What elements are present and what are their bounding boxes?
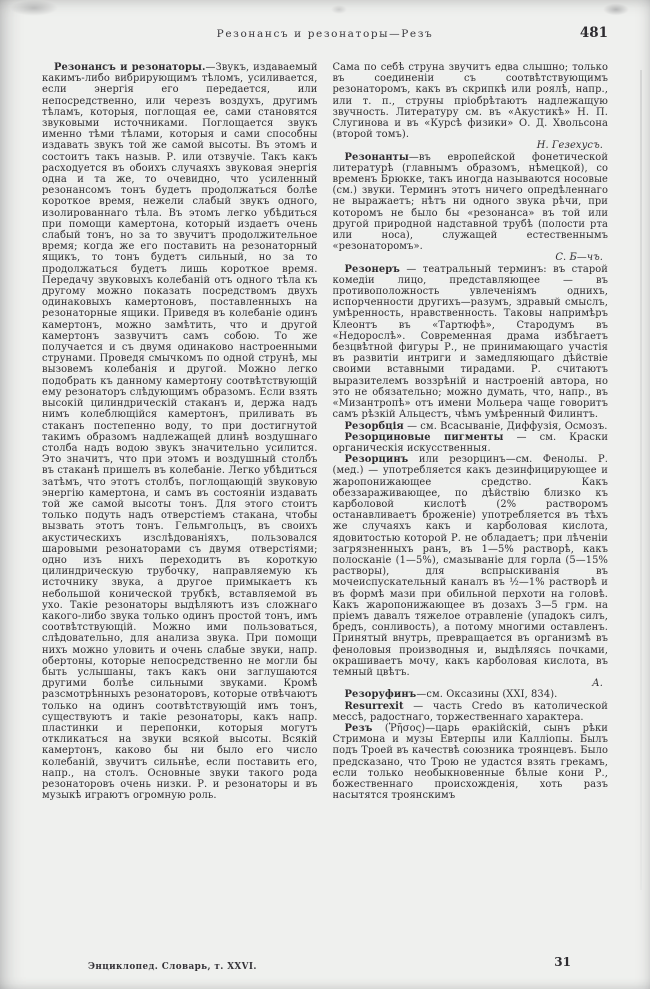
encyclopedia-entry (333, 432, 609, 454)
left-column (42, 62, 318, 953)
page-header (42, 25, 608, 41)
scan-scratch-icon (640, 70, 642, 890)
encyclopedia-entry (333, 421, 609, 432)
entry-signature: С. Б—чъ. (555, 252, 603, 264)
entry-term: Резъ (344, 722, 373, 734)
entry-text: — см. Краски органическія искусственныя. (332, 431, 608, 454)
entry-text: —въ европейской фонетической литературѣ (главнымъ образомъ, нѣмецкой), со временъ Брюкке, такъ иногда называются носовые (см.) звуки. Терминъ этотъ ничего опредѣленнаго не выражаетъ; нѣтъ ни одного звука рѣчи, при которомъ не было бы «резонанса» въ той или другой природной надставной трубѣ (полости рта или носа), служащей естественнымъ «резонаторомъ». (332, 151, 608, 253)
entry-term: Резорциновые пигменты (344, 431, 504, 443)
entry-text: — см. Всасываніе, Диффузія, Осмозъ. (403, 420, 608, 432)
encyclopedia-entry (333, 454, 609, 689)
encyclopedia-entry (333, 264, 609, 421)
encyclopedia-entry (333, 689, 609, 700)
entry-text: Сама по себѣ струна звучитъ едва слышно; только въ соединеніи съ соотвѣтствующимъ резонаторомъ, какъ въ скрипкѣ или роялѣ, напр., или т. п., струны пріобрѣтаютъ надлежащую звучность. Литературу см. въ «Акустикѣ» Н. П. Слугинова и въ «Курсѣ физики» О. Д. Хвольсона (второй томъ). (332, 62, 608, 141)
entry-text: — театральный терминъ: въ старой комедіи лицо, представляющее — въ противоположность увлеченіямъ однихъ, испорченности другихъ—разумъ, здравый смыслъ, умѣренность, нравственность. Таковы напримѣръ Клеонтъ въ «Тартюфѣ», Стародумъ въ «Недорослѣ». Современная драма избѣгаетъ безцвѣтной фигуры Р., не принимающаго участія въ развитіи интриги и замедляющаго дѣйствіе своими вставными тирадами. Р. считаютъ выразителемъ воззрѣній и настроеній автора, но это не обязательно; можно думать, что, напр., въ «Мизантропѣ» отъ имени Мольера чаще говоритъ самъ рѣзкій Альцестъ, чѣмъ умѣренный Филинтъ. (332, 263, 608, 421)
entry-text: (Ῥῆσος)—царь ѳракійскій, сынъ рѣки Стримона и музы Евтерпы или Калліопы. Былъ подъ Троей въ качествѣ союзника троянцевъ. Было предсказано, что Трою не удастся взять грекамъ, если только необыкновенные бѣлые кони Р., божественнаго происхожденія, хоть разъ насытятся троянскимъ (332, 722, 608, 802)
entry-term: Резонеръ (344, 263, 400, 275)
entry-term: Резорбція (344, 420, 404, 432)
entry-text: — часть Credo въ католической мессѣ, радостнаго, торжественнаго характера. (332, 700, 608, 723)
scan-speck-icon (602, 3, 630, 16)
entry-term: Резоруфинъ (344, 689, 417, 701)
right-column (333, 62, 609, 953)
entry-text: или резорцинъ—см. Фенолы. Р. (мед.) — употребляется какъ дезинфицирующее и жаропонижающее средство. Какъ обеззараживающее, по дѣйствію близко къ карболовой кислотѣ (2% растворомъ останавливаетъ броженіе) употребляется въ тѣхъ же случаяхъ какъ и карболовая кислота, ядовитостью которой Р. не обладаетъ; при лѣченіи загрязненныхъ ранъ, въ 1—5% растворѣ, какъ полосканіе (1—5%), смазываніе для горла (5—15% растворы), для вспрыскиванія въ мочеиспускательный каналъ въ ½—1% растворѣ и въ формѣ мази при обильной перхоти на головѣ. Какъ жаропонижающее въ дозахъ 3—5 грм. на пріемъ давалъ тяжелое отравленіе (упадокъ силъ, бредъ, сонливость), а потому многими оставленъ. Принятый внутрь, превращается въ организмѣ въ феноловыя производныя и, выдѣляясь почками, окрашиваетъ мочу, какъ карболовая кислота, въ темный цвѣтъ. (332, 454, 608, 678)
page-number: 481 (579, 25, 608, 41)
encyclopedia-entry (333, 723, 609, 801)
scan-smudge-icon (10, 0, 58, 16)
entry-term: Резонанты (344, 151, 409, 163)
entry-term: Резонансъ и резонаторы. (54, 62, 206, 73)
footer-imprint: Энциклопед. Словарь, т. XXVI. (88, 962, 257, 972)
entry-text: —Звукъ, издаваемый какимъ-либо вибрирующимъ тѣломъ, усиливается, если энергія его передается, или непосредственно, или черезъ воздухъ, другимъ тѣламъ, которыя, поглощая ее, сами становятся звуковыми источниками. Поглощается звукъ именно тѣми тѣлами, которыя и сами способны издавать звукъ той же самой высоты. Въ этомъ и состоитъ такъ назыв. Р. или отзвучіе. Такъ какъ расходуется въ обоихъ случаяхъ звуковая энергія одна и та же, то очевидно, что усиленный резонансомъ тонъ будетъ продолжаться болѣе короткое время, нежели слабый звукъ одного, изолированнаго тѣла. Въ этомъ легко убѣдиться при помощи камертона, который издаетъ очень слабый тонъ, но за то звучитъ продолжительное время; когда же его поставить на резонаторный ящикъ, то тонъ будетъ сильный, но за то продолжаться будетъ лишь короткое время. Передачу звуковыхъ колебаній отъ одного тѣла къ другому можно показать посредствомъ двухъ одинаковыхъ камертоновъ, поставленныхъ на резонаторные ящики. Приведя въ колебаніе одинъ камертонъ, можно замѣтить, что и другой камертонъ зазвучитъ самъ собою. То же получается и съ двумя одинаково настроенными струнами. Проведя смычкомъ по одной струнѣ, мы вызовемъ колебанія и другой. Можно легко подобрать къ данному камертону соотвѣтствующій ему резонаторъ слѣдующимъ образомъ. Если взять высокій цилиндрическій стаканъ и, держа надъ нимъ колеблющійся камертонъ, приливать въ стаканъ постепенно воду, то при достигнутой такимъ образомъ надлежащей длинѣ воздушнаго столба надъ водою звукъ значительно усилится. Это значитъ, что при этомъ и воздушный столбъ въ стаканѣ пришелъ въ колебаніе. Легко убѣдиться затѣмъ, что этотъ столбъ, поглощающій звуковую энергію камертона, и самъ въ состояніи издавать той же самой высоты тонъ. Для этого стоитъ только подуть надъ отверстіемъ стакана, чтобы вызвать этотъ тонъ. Гельмгольцъ, въ своихъ акустическихъ изслѣдованіяхъ, пользовался шаровыми резонаторами съ двумя отверстіями; одно изъ нихъ переходитъ въ короткую цилиндрическую трубочку, направляемую къ источнику звука, а другое примыкаетъ къ небольшой конической трубкѣ, вставляемой въ ухо. Такіе резонаторы выдѣляютъ изъ сложнаго какого-либо звука только одинъ простой тонъ, имъ соотвѣтствующій. Можно ими пользоваться, слѣдовательно, для анализа звука. При помощи нихъ можно уловить и очень слабые звуки, напр. обертоны, которые непосредственно не могли бы быть услышаны, такъ какъ они заглушаются другими болѣе сильными звуками. Кромѣ разсмотрѣнныхъ резонаторовъ, которые отвѣчаютъ только на одинъ соотвѣтствующій имъ тонъ, существуютъ и такіе резонаторы, какъ напр. пластинки и перепонки, которыя могутъ откликаться на звуки всякой высоты. Всякій камертонъ, каково бы ни было его число колебаній, звучитъ сильнѣе, если поставить его, напр., на столъ. Основные звуки такого рода резонаторовъ очень низки. Р. и резонаторы и въ музыкѣ играютъ огромную роль. (42, 62, 318, 802)
sheet-number: 31 (554, 955, 571, 969)
encyclopedia-entry (333, 701, 609, 723)
entry-text: —см. Оксазины (XXI, 834). (416, 689, 558, 701)
encyclopedia-entry (333, 62, 609, 152)
running-head: Резонансъ и резонаторы—Резъ (216, 28, 434, 40)
encyclopedia-entry (42, 62, 318, 801)
text-columns (42, 62, 608, 953)
encyclopedia-entry (333, 152, 609, 264)
entry-signature: А. (592, 678, 603, 690)
entry-signature: Н. Гезехусъ. (536, 140, 603, 152)
entry-term: Resurrexit (344, 700, 404, 712)
entry-term: Резорцинъ (344, 454, 409, 466)
scan-mark-icon (331, 5, 347, 14)
